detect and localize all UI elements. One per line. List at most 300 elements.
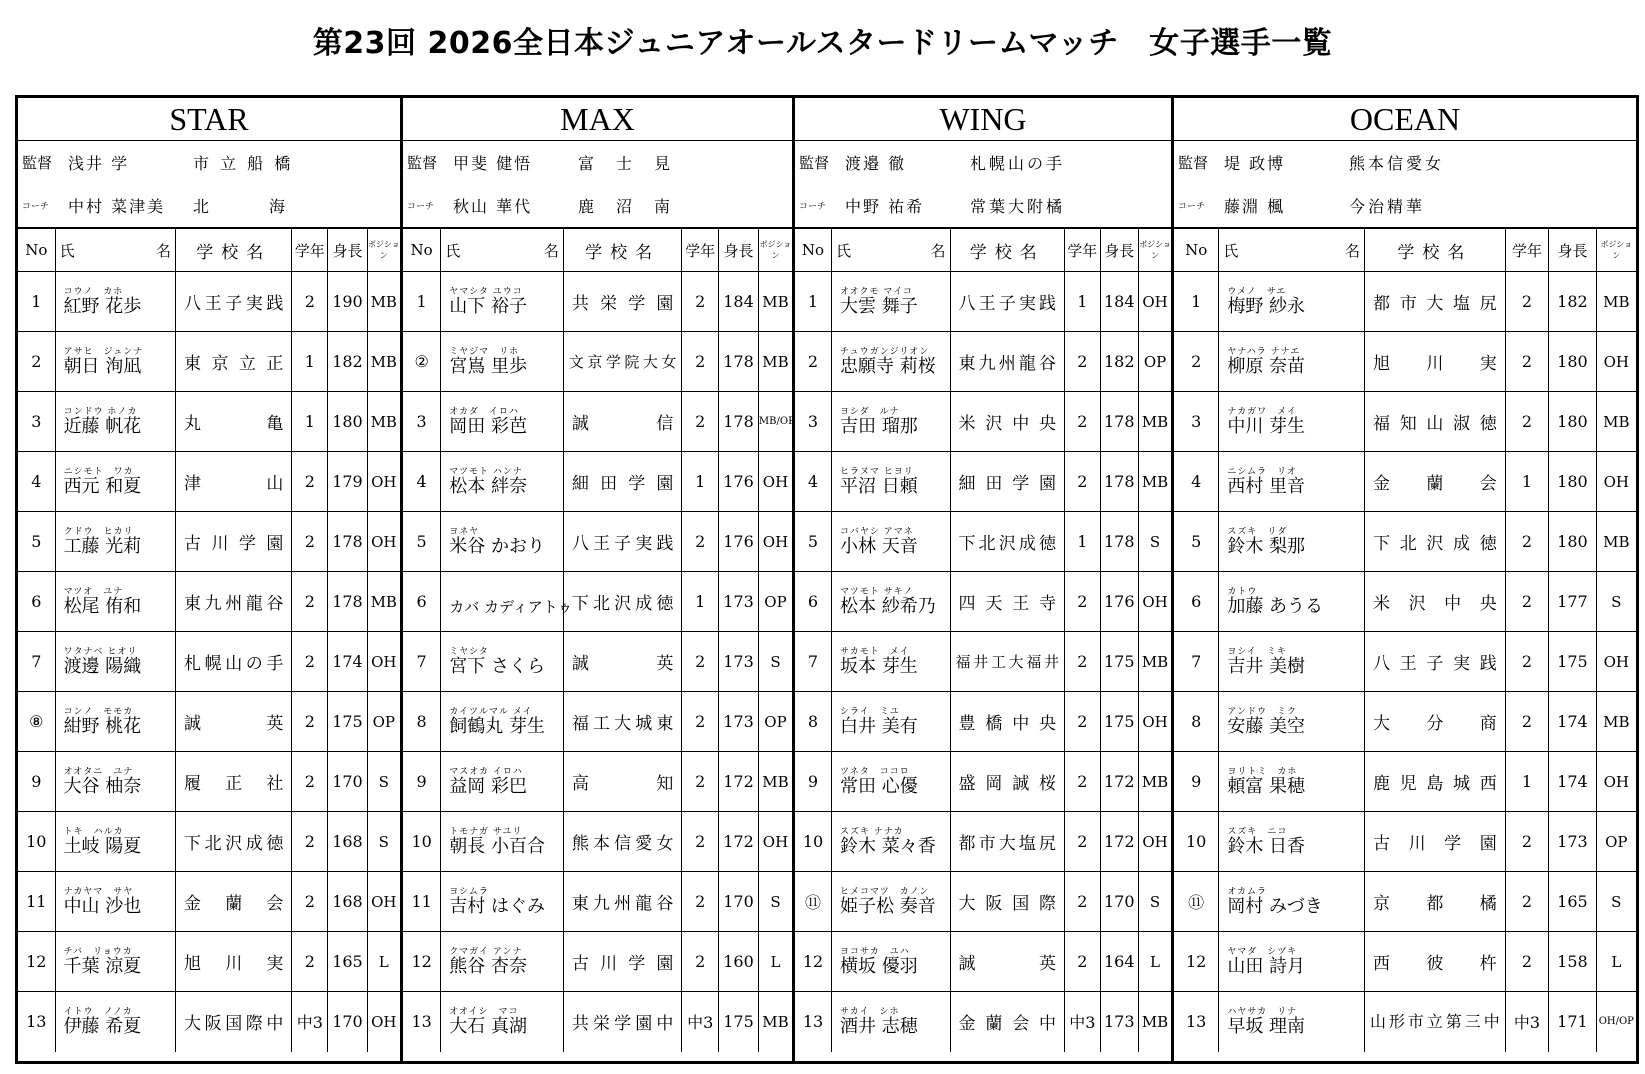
player-no: 9 bbox=[403, 752, 441, 812]
player-height: 184 bbox=[719, 272, 759, 332]
table-row bbox=[18, 872, 400, 932]
player-no: 6 bbox=[795, 572, 831, 632]
player-height: 182 bbox=[1100, 332, 1139, 392]
header-name-right: 名 bbox=[543, 241, 559, 260]
player-kana: ヒメコマツ カノン bbox=[839, 886, 930, 897]
player-no: 4 bbox=[795, 452, 831, 512]
header-name-right: 名 bbox=[156, 241, 172, 260]
player-grade: 1 bbox=[292, 392, 328, 452]
player-kana: コバヤシ アマネ bbox=[839, 526, 914, 537]
table-row bbox=[18, 812, 400, 872]
player-no: ⑧ bbox=[18, 692, 55, 752]
table-row bbox=[795, 752, 1171, 812]
table-header-row bbox=[403, 229, 792, 272]
player-height: 172 bbox=[719, 752, 759, 812]
player-kana: マツモト ハンナ bbox=[449, 466, 523, 477]
player-position: MB bbox=[367, 272, 400, 332]
player-no: ⑪ bbox=[795, 872, 831, 932]
player-school: 都市大塩尻 bbox=[950, 812, 1065, 872]
player-kana: マツモト サキノ bbox=[839, 586, 914, 597]
player-no: 8 bbox=[795, 692, 831, 752]
player-grade: 2 bbox=[1065, 812, 1100, 872]
player-name-cell bbox=[1219, 632, 1365, 692]
player-name-cell bbox=[831, 512, 950, 572]
coach-row bbox=[403, 184, 792, 228]
table-row bbox=[403, 452, 792, 512]
player-no: 13 bbox=[403, 992, 441, 1052]
player-name: 宮嶌 里歩 bbox=[449, 355, 527, 377]
player-kana: スズキ ナナカ bbox=[839, 826, 904, 837]
player-no: 12 bbox=[795, 932, 831, 992]
player-school: 米沢中央 bbox=[950, 392, 1065, 452]
staff-name: 藤淵 楓 bbox=[1224, 197, 1286, 216]
table-row bbox=[403, 932, 792, 992]
player-school: 福工大城東 bbox=[563, 692, 681, 752]
player-name: 小林 天音 bbox=[839, 535, 918, 557]
player-height: 175 bbox=[1100, 632, 1139, 692]
player-kana: サカモト メイ bbox=[839, 646, 910, 657]
player-school: 大阪国際 bbox=[950, 872, 1065, 932]
player-kana: ヤマダ シヅキ bbox=[1227, 946, 1298, 957]
player-school: 札幌山の手 bbox=[176, 632, 292, 692]
player-name: 紅野 花歩 bbox=[63, 295, 142, 317]
header-name-left: 氏 bbox=[835, 241, 851, 260]
player-position: OH bbox=[367, 632, 400, 692]
table-row bbox=[795, 272, 1171, 332]
player-no: ⑪ bbox=[1174, 872, 1219, 932]
player-no: 5 bbox=[403, 512, 441, 572]
player-name-cell bbox=[441, 872, 564, 932]
player-name: 白井 美有 bbox=[839, 715, 918, 737]
player-no: 3 bbox=[18, 392, 55, 452]
player-school: 丸亀 bbox=[176, 392, 292, 452]
header-name-right: 名 bbox=[1345, 241, 1361, 260]
table-row bbox=[1174, 392, 1636, 452]
player-no: 7 bbox=[403, 632, 441, 692]
header-grade: 学年 bbox=[682, 229, 719, 272]
player-kana: ナカガワ メイ bbox=[1227, 406, 1297, 417]
player-school: 履正社 bbox=[176, 752, 292, 812]
player-table bbox=[18, 228, 400, 1052]
header-grade: 学年 bbox=[1065, 229, 1100, 272]
player-position: MB bbox=[1139, 452, 1171, 512]
player-kana: スズキ ニコ bbox=[1227, 826, 1288, 837]
player-school: 八王子実践 bbox=[950, 272, 1065, 332]
table-row bbox=[1174, 812, 1636, 872]
player-kana: ヨネヤ bbox=[449, 526, 480, 537]
player-kana: ヨシイ ミキ bbox=[1227, 646, 1287, 657]
staff-school: 鹿 沼 南 bbox=[578, 197, 674, 216]
player-kana: オカムラ bbox=[1227, 886, 1268, 897]
player-name: 宮下 さくら bbox=[449, 655, 545, 677]
player-grade: 2 bbox=[1065, 932, 1100, 992]
role-label: コーチ bbox=[1178, 202, 1206, 212]
player-grade: 2 bbox=[682, 272, 719, 332]
role-label: コーチ bbox=[407, 202, 435, 212]
team-name: STAR bbox=[18, 98, 400, 141]
player-name-cell bbox=[831, 752, 950, 812]
player-name-cell bbox=[1219, 812, 1365, 872]
player-grade: 1 bbox=[1065, 512, 1100, 572]
player-kana: ニシモト ワカ bbox=[63, 466, 134, 477]
player-name: 加藤 あうる bbox=[1227, 595, 1324, 617]
player-grade: 1 bbox=[682, 572, 719, 632]
player-name-cell bbox=[1219, 692, 1365, 752]
player-position: MB bbox=[367, 392, 400, 452]
player-name: 頼富 果穂 bbox=[1227, 775, 1306, 797]
table-row bbox=[18, 992, 400, 1052]
player-grade: 2 bbox=[292, 752, 328, 812]
table-row bbox=[795, 332, 1171, 392]
player-height: 173 bbox=[1549, 812, 1596, 872]
header-position: ポジション bbox=[1596, 229, 1636, 272]
player-height: 160 bbox=[719, 932, 759, 992]
player-grade: 2 bbox=[1065, 872, 1100, 932]
player-no: 1 bbox=[1174, 272, 1219, 332]
header-school: 学校名 bbox=[563, 229, 681, 272]
player-kana: カイツルマル メイ bbox=[449, 706, 533, 717]
player-kana: マスオカ イロハ bbox=[449, 766, 523, 777]
player-kana: シライ ミユ bbox=[839, 706, 900, 717]
player-height: 178 bbox=[1100, 452, 1139, 512]
player-height: 172 bbox=[1100, 812, 1139, 872]
player-grade: 2 bbox=[1065, 692, 1100, 752]
player-name-cell bbox=[831, 692, 950, 752]
player-kana: オオクモ マイコ bbox=[839, 286, 913, 297]
head-coach-row bbox=[403, 141, 792, 184]
player-no: 5 bbox=[795, 512, 831, 572]
staff-name: 秋山 華代 bbox=[453, 197, 533, 216]
player-name-cell bbox=[441, 752, 564, 812]
player-school: 津山 bbox=[176, 452, 292, 512]
player-name: 松本 絆奈 bbox=[449, 475, 527, 497]
table-header-row bbox=[18, 229, 400, 272]
player-name-cell bbox=[55, 452, 175, 512]
player-kana: チバ リョウカ bbox=[63, 946, 133, 957]
player-grade: 中3 bbox=[1505, 992, 1549, 1052]
player-height: 173 bbox=[719, 632, 759, 692]
player-height: 178 bbox=[719, 392, 759, 452]
header-grade: 学年 bbox=[292, 229, 328, 272]
table-row bbox=[795, 512, 1171, 572]
player-name: 常田 心優 bbox=[839, 775, 918, 797]
player-name: 朝日 洵凪 bbox=[63, 355, 142, 377]
player-kana: イトウ ノノカ bbox=[63, 1006, 133, 1017]
player-kana: ウメノ サエ bbox=[1227, 286, 1287, 297]
player-position: OH bbox=[1139, 572, 1171, 632]
player-school: 下北沢成徳 bbox=[1365, 512, 1506, 572]
table-row bbox=[18, 692, 400, 752]
player-no: 2 bbox=[795, 332, 831, 392]
staff-school: 富 士 見 bbox=[578, 154, 674, 173]
player-grade: 2 bbox=[682, 692, 719, 752]
player-name: 松尾 侑和 bbox=[63, 595, 142, 617]
player-grade: 2 bbox=[1505, 872, 1549, 932]
player-name: 横坂 優羽 bbox=[839, 955, 918, 977]
player-position: OH bbox=[367, 512, 400, 572]
player-grade: 2 bbox=[682, 752, 719, 812]
team-wing bbox=[795, 98, 1174, 1061]
header-school: 学校名 bbox=[1365, 229, 1506, 272]
role-label: 監督 bbox=[407, 154, 438, 172]
player-school: 京都橘 bbox=[1365, 872, 1506, 932]
player-school: 誠英 bbox=[176, 692, 292, 752]
player-school: 旭川実 bbox=[1365, 332, 1506, 392]
player-grade: 中3 bbox=[1065, 992, 1100, 1052]
player-position: MB bbox=[367, 572, 400, 632]
player-no: 10 bbox=[18, 812, 55, 872]
player-school: 細田学園 bbox=[950, 452, 1065, 512]
player-position: L bbox=[758, 932, 792, 992]
player-name: 吉井 美樹 bbox=[1227, 655, 1306, 677]
team-name: WING bbox=[795, 98, 1171, 141]
player-kana: ハヤサカ リナ bbox=[1227, 1006, 1297, 1017]
player-name-cell bbox=[55, 752, 175, 812]
player-name: 山下 裕子 bbox=[449, 295, 527, 317]
player-name-cell bbox=[1219, 752, 1365, 812]
player-grade: 2 bbox=[1065, 392, 1100, 452]
role-label: コーチ bbox=[799, 202, 827, 212]
header-height: 身長 bbox=[1549, 229, 1596, 272]
player-name-cell bbox=[831, 572, 950, 632]
player-position: OH bbox=[1139, 812, 1171, 872]
staff-name: 中野 祐希 bbox=[845, 197, 925, 216]
player-no: 9 bbox=[795, 752, 831, 812]
player-height: 175 bbox=[328, 692, 367, 752]
player-name-cell bbox=[55, 392, 175, 452]
player-height: 173 bbox=[719, 692, 759, 752]
player-height: 168 bbox=[328, 812, 367, 872]
player-height: 171 bbox=[1549, 992, 1596, 1052]
header-name bbox=[55, 229, 175, 272]
player-name: 平沼 日頼 bbox=[839, 475, 918, 497]
player-no: 11 bbox=[403, 872, 441, 932]
player-grade: 2 bbox=[292, 272, 328, 332]
player-name-cell bbox=[55, 512, 175, 572]
player-grade: 2 bbox=[682, 872, 719, 932]
player-no: 2 bbox=[18, 332, 55, 392]
player-kana: ヤマシタ ユウコ bbox=[449, 286, 523, 297]
player-name-cell bbox=[1219, 452, 1365, 512]
player-grade: 2 bbox=[1065, 452, 1100, 512]
player-kana: マツオ ユナ bbox=[63, 586, 124, 597]
player-school: 文京学院大女 bbox=[563, 332, 681, 392]
player-school: 誠英 bbox=[563, 632, 681, 692]
header-name-left: 氏 bbox=[1223, 241, 1239, 260]
player-position: OH bbox=[367, 992, 400, 1052]
header-no: No bbox=[795, 229, 831, 272]
player-height: 180 bbox=[1549, 332, 1596, 392]
player-name: 伊藤 希夏 bbox=[63, 1015, 142, 1037]
team-star bbox=[18, 98, 403, 1061]
player-grade: 2 bbox=[682, 332, 719, 392]
player-name: 西元 和夏 bbox=[63, 475, 142, 497]
player-kana: ヨシムラ bbox=[449, 886, 489, 897]
table-row bbox=[18, 932, 400, 992]
table-row bbox=[795, 932, 1171, 992]
player-school: 東九州龍谷 bbox=[563, 872, 681, 932]
player-height: 173 bbox=[1100, 992, 1139, 1052]
player-height: 175 bbox=[719, 992, 759, 1052]
player-grade: 2 bbox=[682, 392, 719, 452]
table-row bbox=[1174, 452, 1636, 512]
player-height: 176 bbox=[719, 512, 759, 572]
player-school: 下北沢成徳 bbox=[950, 512, 1065, 572]
header-height: 身長 bbox=[1100, 229, 1139, 272]
staff-school: 市 立 船 橋 bbox=[193, 154, 294, 173]
player-no: 9 bbox=[1174, 752, 1219, 812]
player-height: 176 bbox=[1100, 572, 1139, 632]
player-name-cell bbox=[441, 272, 564, 332]
player-grade: 2 bbox=[1065, 752, 1100, 812]
staff-name: 渡邉 徹 bbox=[845, 154, 907, 173]
player-grade: 1 bbox=[292, 332, 328, 392]
player-no: 3 bbox=[1174, 392, 1219, 452]
player-name-cell bbox=[831, 812, 950, 872]
player-kana: ワタナベ ヒオリ bbox=[63, 646, 138, 657]
player-no: 8 bbox=[1174, 692, 1219, 752]
player-position: L bbox=[1139, 932, 1171, 992]
table-row bbox=[403, 812, 792, 872]
player-position: OP bbox=[367, 692, 400, 752]
table-header-row bbox=[1174, 229, 1636, 272]
player-name-cell bbox=[1219, 512, 1365, 572]
player-name-cell bbox=[1219, 872, 1365, 932]
roster-grid bbox=[15, 95, 1639, 1064]
player-position: OH bbox=[1596, 332, 1636, 392]
player-no: 12 bbox=[18, 932, 55, 992]
player-grade: 1 bbox=[1505, 452, 1549, 512]
player-no: 3 bbox=[403, 392, 441, 452]
table-row bbox=[18, 572, 400, 632]
table-row bbox=[1174, 332, 1636, 392]
team-ocean bbox=[1174, 98, 1636, 1061]
header-height: 身長 bbox=[719, 229, 759, 272]
player-position: S bbox=[367, 812, 400, 872]
player-position: L bbox=[1596, 932, 1636, 992]
player-position: MB bbox=[1596, 512, 1636, 572]
player-name: 工藤 光莉 bbox=[63, 535, 142, 557]
player-name: 大雲 舞子 bbox=[839, 295, 918, 317]
header-name-left: 氏 bbox=[59, 241, 75, 260]
header-position: ポジション bbox=[758, 229, 792, 272]
table-row bbox=[403, 692, 792, 752]
staff-school: 常葉大附橘 bbox=[970, 197, 1066, 216]
player-height: 178 bbox=[328, 512, 367, 572]
player-name-cell bbox=[55, 332, 175, 392]
team-max bbox=[403, 98, 795, 1061]
player-no: 2 bbox=[1174, 332, 1219, 392]
player-position: OH bbox=[367, 872, 400, 932]
player-position: MB bbox=[1596, 392, 1636, 452]
player-position: MB bbox=[1139, 392, 1171, 452]
role-label: 監督 bbox=[1178, 154, 1209, 172]
player-height: 178 bbox=[719, 332, 759, 392]
player-no: ② bbox=[403, 332, 441, 392]
header-no: No bbox=[403, 229, 441, 272]
head-coach-row bbox=[18, 141, 400, 184]
player-no: 13 bbox=[795, 992, 831, 1052]
table-row bbox=[795, 992, 1171, 1052]
player-kana: アサヒ ジュンナ bbox=[63, 346, 144, 357]
player-name-cell bbox=[441, 812, 564, 872]
table-row bbox=[795, 572, 1171, 632]
player-name: 紺野 桃花 bbox=[63, 715, 142, 737]
table-row bbox=[18, 512, 400, 572]
player-school: 誠英 bbox=[950, 932, 1065, 992]
player-name-cell bbox=[441, 692, 564, 752]
player-position: OH bbox=[1596, 752, 1636, 812]
player-position: MB bbox=[1139, 632, 1171, 692]
player-no: 1 bbox=[795, 272, 831, 332]
player-no: 1 bbox=[18, 272, 55, 332]
player-name-cell bbox=[55, 572, 175, 632]
player-school: 東九州龍谷 bbox=[176, 572, 292, 632]
player-position: OP bbox=[758, 572, 792, 632]
player-name-cell bbox=[441, 512, 564, 572]
player-position: S bbox=[1139, 872, 1171, 932]
table-row bbox=[795, 872, 1171, 932]
player-grade: 2 bbox=[1505, 632, 1549, 692]
table-row bbox=[1174, 572, 1636, 632]
player-position: OH/OP bbox=[1596, 992, 1636, 1052]
table-row bbox=[403, 992, 792, 1052]
table-row bbox=[403, 272, 792, 332]
player-no: 4 bbox=[18, 452, 55, 512]
player-grade: 2 bbox=[682, 812, 719, 872]
player-height: 178 bbox=[328, 572, 367, 632]
player-school: 金蘭会 bbox=[1365, 452, 1506, 512]
player-position: MB bbox=[758, 272, 792, 332]
player-no: 12 bbox=[403, 932, 441, 992]
player-school: 高知 bbox=[563, 752, 681, 812]
player-height: 172 bbox=[1100, 752, 1139, 812]
player-grade: 2 bbox=[292, 692, 328, 752]
head-coach-row bbox=[795, 141, 1171, 184]
player-grade: 2 bbox=[682, 932, 719, 992]
player-name: 柳原 奈苗 bbox=[1227, 355, 1306, 377]
player-name: 梅野 紗永 bbox=[1227, 295, 1306, 317]
player-name: 中川 芽生 bbox=[1227, 415, 1306, 437]
player-kana: コンドウ ホノカ bbox=[63, 406, 138, 417]
player-no: 3 bbox=[795, 392, 831, 452]
player-position: OH bbox=[1139, 692, 1171, 752]
table-row bbox=[403, 632, 792, 692]
role-label: 監督 bbox=[22, 154, 53, 172]
player-position: MB bbox=[1596, 692, 1636, 752]
player-grade: 2 bbox=[1505, 572, 1549, 632]
player-name: 飼鶴丸 芽生 bbox=[449, 715, 545, 737]
player-no: 6 bbox=[18, 572, 55, 632]
player-name: 朝長 小百合 bbox=[449, 835, 545, 857]
header-no: No bbox=[1174, 229, 1219, 272]
player-no: 11 bbox=[18, 872, 55, 932]
player-height: 178 bbox=[1100, 392, 1139, 452]
table-row bbox=[18, 392, 400, 452]
player-name: 山田 詩月 bbox=[1227, 955, 1306, 977]
player-kana: ミヤジマ リホ bbox=[449, 346, 520, 357]
player-kana: オカダ イロハ bbox=[449, 406, 519, 417]
player-school: 旭川実 bbox=[176, 932, 292, 992]
player-position: MB bbox=[758, 752, 792, 812]
player-grade: 2 bbox=[1065, 572, 1100, 632]
staff-name: 中村 菜津美 bbox=[68, 197, 166, 216]
staff-school: 今治精華 bbox=[1349, 197, 1426, 216]
player-height: 172 bbox=[719, 812, 759, 872]
player-no: 7 bbox=[18, 632, 55, 692]
player-height: 175 bbox=[1100, 692, 1139, 752]
player-height: 182 bbox=[328, 332, 367, 392]
